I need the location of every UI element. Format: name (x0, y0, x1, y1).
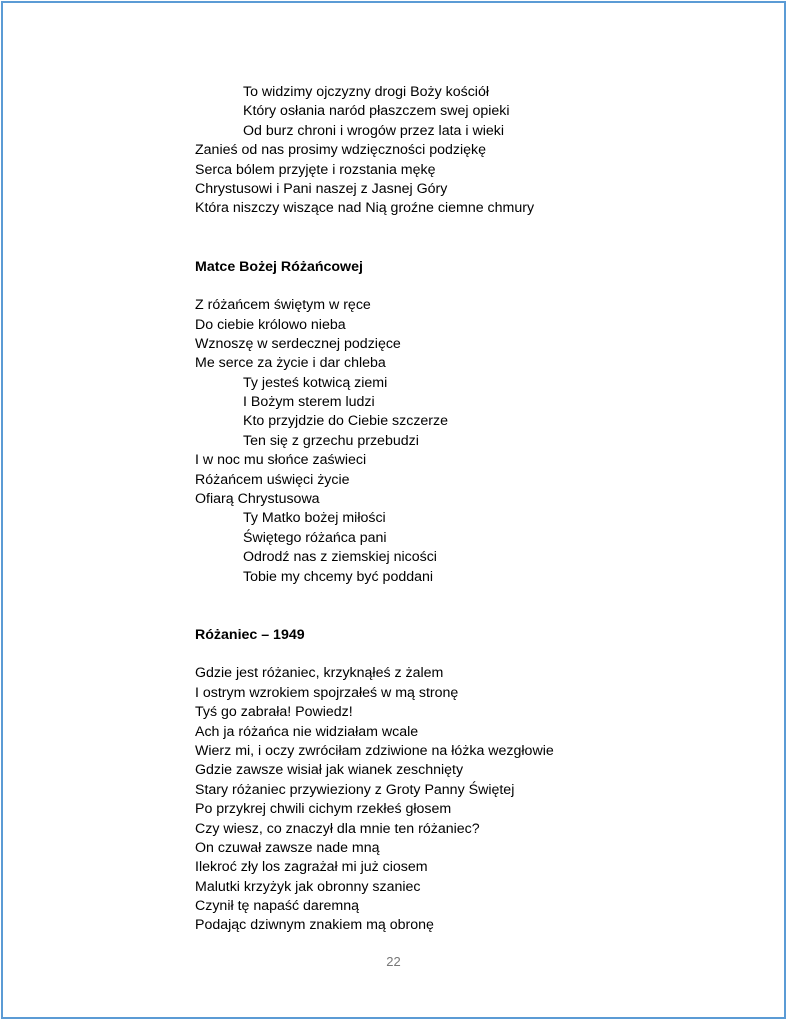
poem-rozaniec-1949 (195, 626, 755, 936)
poem-title: Różaniec – 1949 (195, 626, 305, 643)
poem-line: Która niszczy wiszące nad Nią groźne ciemne chmury (195, 200, 535, 217)
poem-line: Gdzie jest różaniec, krzyknąłeś z żalem (195, 665, 444, 682)
poem-line: Me serce za życie i dar chleba (195, 355, 386, 372)
poem-line: Chrystusowi i Pani naszej z Jasnej Góry (195, 180, 448, 197)
poem-line: Ofiarą Chrystusowa (195, 491, 320, 508)
page-content (195, 83, 755, 936)
poem-line: Świętego różańca pani (243, 529, 387, 546)
poem-title: Matce Bożej Różańcowej (195, 258, 363, 275)
poem-line: Czy wiesz, co znaczył dla mnie ten różaniec? (195, 820, 480, 837)
page-number: 22 (386, 954, 401, 969)
poem-line: Gdzie zawsze wisiał jak wianek zeschnięty (195, 762, 464, 779)
poem-line: Który osłania naród płaszczem swej opieki (243, 103, 510, 120)
poem-line: Z różańcem świętym w ręce (195, 297, 371, 314)
poem-line: On czuwał zawsze nade mną (195, 839, 380, 856)
poem-line: To widzimy ojczyzny drogi Boży kościół (243, 84, 489, 100)
poem-line: Odrodź nas z ziemskiej nicości (243, 549, 437, 566)
poem-line: Ach ja różańca nie widziałam wcale (195, 723, 419, 740)
poem-line: Od burz chroni i wrogów przez lata i wieki (243, 122, 504, 139)
poem-line: Ilekroć zły los zagrażał mi już ciosem (195, 859, 428, 876)
poem-line: Tyś go zabrała! Powiedz! (195, 704, 353, 721)
document-page (1, 1, 786, 1019)
poem-line: Tobie my chcemy być poddani (243, 568, 434, 585)
poem-line: Ty Matko bożej miłości (243, 510, 386, 527)
poem-line: Ty jesteś kotwicą ziemi (243, 374, 388, 391)
poem-continuation (195, 83, 755, 219)
poem-line: I w noc mu słońce zaświeci (195, 452, 367, 469)
poem-line: I Bożym sterem ludzi (243, 394, 375, 411)
poem-line: Podając dziwnym znakiem mą obronę (195, 917, 434, 934)
poem-line: Do ciebie królowo nieba (195, 316, 346, 333)
poem-line: I ostrym wzrokiem spojrzałeś w mą stronę (195, 684, 459, 701)
poem-line: Zanieś od nas prosimy wdzięczności podziękę (195, 142, 486, 159)
poem-line: Po przykrej chwili cichym rzekłeś głosem (195, 801, 452, 818)
poem-line: Czynił tę napaść daremną (195, 898, 360, 915)
poem-line: Różańcem uświęci życie (195, 471, 350, 488)
poem-line: Wznoszę w serdecznej podzięce (195, 335, 401, 352)
poem-line: Kto przyjdzie do Ciebie szczerze (243, 413, 449, 430)
poem-line: Stary różaniec przywieziony z Groty Panny Świętej (195, 781, 515, 798)
poem-line: Ten się z grzechu przebudzi (243, 432, 419, 449)
poem-line: Malutki krzyżyk jak obronny szaniec (195, 878, 421, 895)
poem-matce-bozej (195, 258, 755, 587)
poem-line: Wierz mi, i oczy zwróciłam zdziwione na łóżka wezgłowie (195, 742, 554, 759)
poem-line: Serca bólem przyjęte i rozstania mękę (195, 161, 436, 178)
